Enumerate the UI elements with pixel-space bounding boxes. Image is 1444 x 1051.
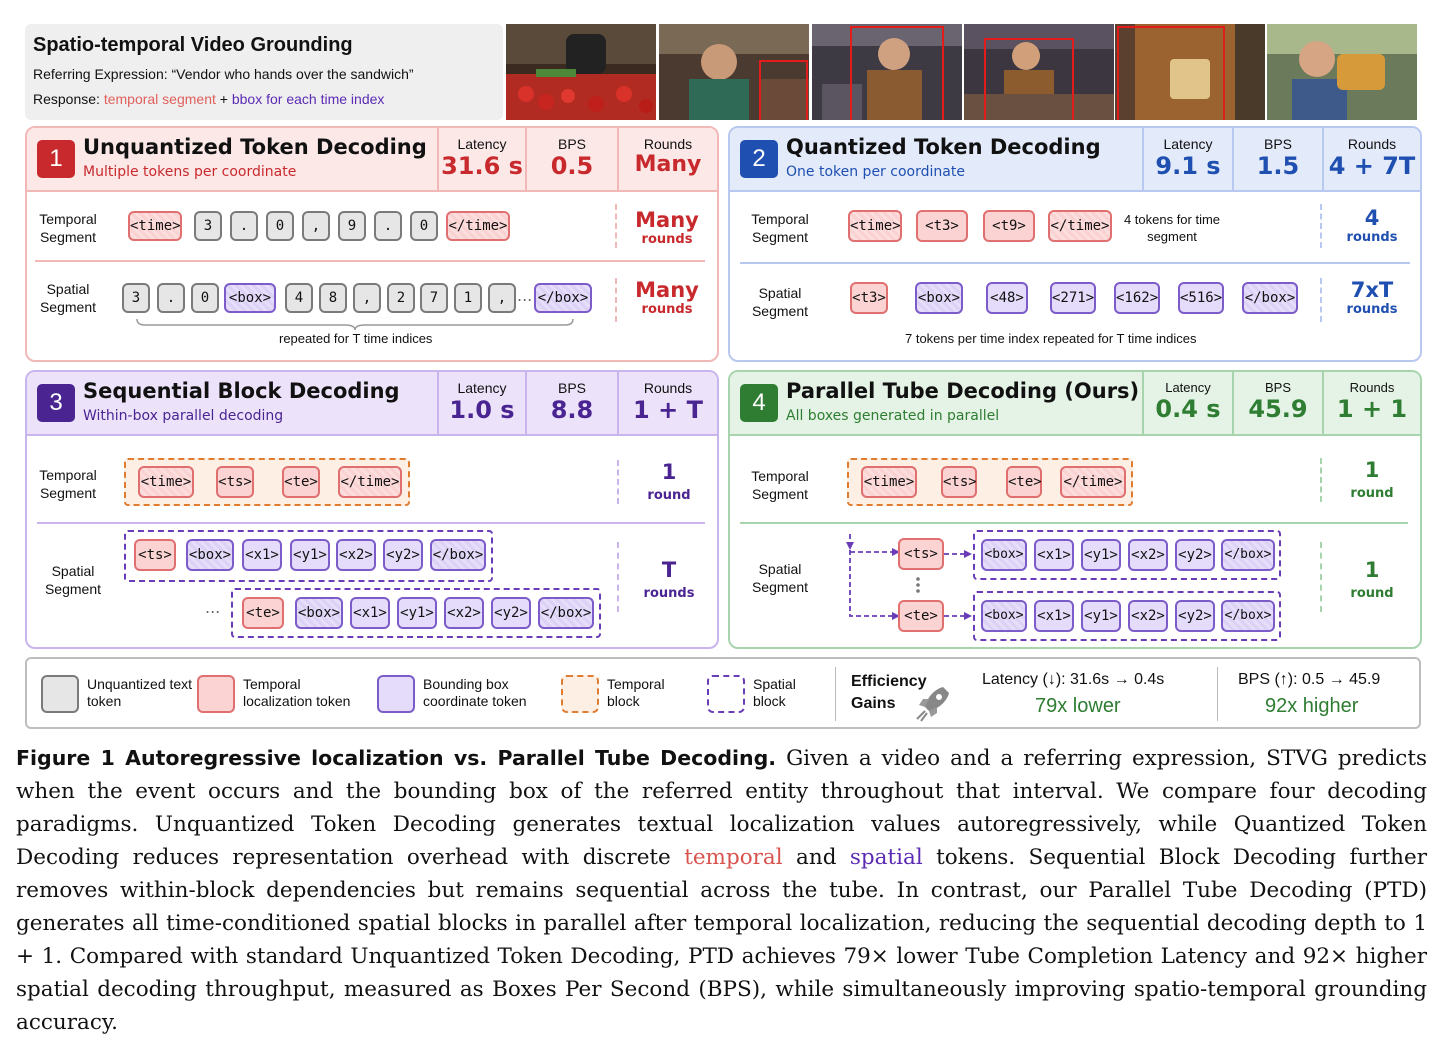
caption-and-word: and	[796, 845, 837, 870]
token: <x2>	[1128, 600, 1168, 632]
token: <y1>	[397, 597, 437, 629]
bbox-frame-3	[850, 26, 944, 120]
token: </time>	[338, 466, 402, 498]
p2-spatial-rounds	[1332, 278, 1412, 317]
token: <te>	[1006, 466, 1042, 498]
rounds-value: 4 + 7T	[1328, 152, 1416, 180]
divider	[1320, 204, 1322, 248]
token: .	[374, 211, 402, 241]
response-temporal: temporal segment	[103, 91, 216, 107]
rounds-number: T	[661, 558, 677, 582]
token: <box>	[981, 539, 1027, 571]
ellipsis: ...	[517, 286, 533, 305]
latency-gain: Latency (↓): 31.6s → 0.4s	[982, 671, 1165, 688]
divider	[1320, 458, 1322, 502]
divider	[617, 460, 619, 504]
token: 0	[266, 211, 294, 241]
bps-label: BPS	[557, 136, 586, 152]
bbox-frame-4	[984, 38, 1074, 120]
rounds-number: 7xT	[1350, 278, 1394, 302]
legend-spatial-block: Spatial block	[753, 676, 796, 709]
referring-label: Referring Expression:	[33, 66, 168, 82]
spatial-segment-label: Spatial Segment	[751, 561, 809, 595]
token: </box>	[430, 539, 486, 571]
token: <y1>	[1081, 600, 1121, 632]
bps-value: 0.5	[550, 152, 594, 180]
token: <516>	[1178, 282, 1224, 314]
token: ,	[353, 283, 381, 313]
p2-temporal-rounds	[1332, 206, 1412, 245]
token: </box>	[1221, 539, 1275, 571]
bps-label: BPS	[557, 380, 586, 396]
panel-1-latency	[437, 128, 525, 190]
panel-2-header	[730, 128, 1420, 192]
separator	[740, 522, 1408, 524]
p3-temporal-rounds	[629, 460, 709, 503]
separator	[35, 260, 705, 262]
latency-label: Latency	[457, 380, 507, 396]
panel-4-title: Parallel Tube Decoding (Ours)	[786, 379, 1140, 403]
p1-temporal-rounds	[627, 208, 707, 247]
temporal-segment-label: Temporal Segment	[39, 211, 97, 245]
token: <box>	[224, 283, 276, 313]
divider	[1320, 542, 1322, 612]
token: <time>	[128, 211, 182, 241]
temporal-segment-label: Temporal Segment	[751, 468, 809, 502]
token: <x1>	[1034, 600, 1074, 632]
panel-3-latency	[437, 372, 525, 434]
latency-value: 9.1 s	[1155, 152, 1221, 180]
separator	[740, 262, 1410, 264]
token: <y1>	[1081, 539, 1121, 571]
panel-2-bps	[1232, 128, 1322, 190]
rounds-unit: rounds	[643, 586, 695, 601]
rounds-unit: rounds	[641, 232, 693, 247]
token: <x1>	[350, 597, 390, 629]
legend-swatch-temporal-token	[197, 675, 235, 713]
panel-4-subtitle: All boxes generated in parallel	[786, 408, 1000, 424]
ellipsis: ...	[205, 598, 221, 617]
bps-label: BPS	[1264, 380, 1291, 395]
token: <time>	[848, 210, 902, 242]
referring-expression-line	[33, 66, 414, 82]
video-frame-2	[659, 24, 809, 120]
token: </box>	[534, 283, 592, 313]
latency-factor: 79x lower	[1035, 695, 1121, 717]
panel-1-bps	[525, 128, 617, 190]
token: </time>	[1060, 466, 1126, 498]
rounds-value: 1 + T	[633, 396, 703, 424]
efficiency-label: Efficiency Gains	[851, 673, 927, 712]
token: 3	[122, 283, 150, 313]
token: <ts>	[941, 466, 977, 498]
panel-1-rounds	[617, 128, 717, 190]
spatial-segment-label: Spatial Segment	[44, 563, 102, 597]
token: <t3>	[850, 282, 888, 314]
caption-part-1: Given a video and a referring expression, STVG predicts when the event occurs and the bounding box of the referred entity throughout that interval. We compare four decoding paradigms. Unquantized Token Decoding generates textual localization values autoregressively, while Quantized Token Decoding reduces representation overhead with discrete	[16, 746, 1427, 870]
token: </box>	[1221, 600, 1275, 632]
p1-spatial-rounds	[627, 278, 707, 317]
bps-value: 8.8	[550, 396, 594, 424]
figure-caption	[16, 742, 1427, 1039]
token: 7	[420, 283, 448, 313]
rocket-icon	[913, 683, 951, 723]
rounds-number: Many	[635, 208, 699, 232]
header-title: Spatio-temporal Video Grounding	[33, 34, 353, 56]
repeat-bracket	[135, 317, 575, 331]
video-frame-1	[506, 24, 656, 120]
p4-spatial-rounds	[1332, 558, 1412, 601]
token: ,	[488, 283, 516, 313]
token: ,	[302, 211, 330, 241]
rounds-number: 1	[1364, 458, 1380, 482]
panel-3-number: 3	[37, 384, 75, 422]
token: <x2>	[336, 539, 376, 571]
temporal-segment-label: Temporal Segment	[751, 211, 809, 245]
legend	[25, 657, 1421, 729]
p3-spatial-rounds	[629, 558, 709, 601]
token: 2	[387, 283, 415, 313]
token-ts: <ts>	[898, 538, 944, 570]
video-frame-5	[1115, 24, 1265, 120]
token: <y2>	[383, 539, 423, 571]
caption-temporal-word: temporal	[684, 845, 783, 870]
panel-quantized	[728, 126, 1422, 362]
bps-label: BPS	[1263, 136, 1292, 152]
spatial-segment-label: Spatial Segment	[751, 285, 809, 319]
rounds-label: Rounds	[643, 380, 693, 396]
divider	[617, 542, 619, 612]
token: 0	[410, 211, 438, 241]
spatial-segment-label: Spatial Segment	[39, 281, 97, 315]
rounds-number: Many	[635, 278, 699, 302]
caption-spatial-word: spatial	[849, 845, 923, 870]
panel-4-number: 4	[740, 384, 778, 422]
panel-sequential	[25, 370, 719, 649]
row-arrows	[944, 542, 974, 632]
token: <48>	[986, 282, 1028, 314]
panel-4-header	[730, 372, 1420, 436]
token: <ts>	[134, 539, 176, 571]
token: <y2>	[1175, 600, 1215, 632]
token: 3	[194, 211, 222, 241]
rounds-unit: round	[1350, 586, 1394, 601]
rounds-unit: round	[1350, 486, 1394, 501]
token: </box>	[1242, 282, 1298, 314]
token: </time>	[1048, 210, 1112, 242]
token: <box>	[186, 539, 234, 571]
video-frame-4	[964, 24, 1114, 120]
legend-divider	[835, 667, 836, 721]
latency-label: Latency	[457, 136, 507, 152]
panel-1-header	[27, 128, 717, 192]
token: <te>	[242, 597, 284, 629]
token: <ts>	[216, 466, 254, 498]
token: <te>	[282, 466, 320, 498]
caption-lead: Figure 1 Autoregressive localization vs. Parallel Tube Decoding.	[16, 746, 777, 770]
panel-2-rounds	[1322, 128, 1420, 190]
legend-temporal-token: Temporal localization token	[243, 676, 351, 709]
rounds-label: Rounds	[1347, 136, 1397, 152]
divider	[615, 278, 617, 322]
token: <x2>	[444, 597, 484, 629]
token: <time>	[861, 466, 917, 498]
panel-1-title: Unquantized Token Decoding	[83, 135, 427, 159]
panel-parallel-tube	[728, 370, 1422, 649]
panel-2-latency	[1142, 128, 1232, 190]
token: <box>	[295, 597, 343, 629]
token: <box>	[981, 600, 1027, 632]
token: <162>	[1114, 282, 1160, 314]
task-header	[25, 24, 503, 120]
bps-gain: BPS (↑): 0.5 → 45.9	[1238, 671, 1381, 688]
panel-3-bps	[525, 372, 617, 434]
repeat-note: repeated for T time indices	[279, 331, 433, 346]
token: <y2>	[1175, 539, 1215, 571]
rounds-unit: rounds	[1346, 302, 1398, 317]
token: <y2>	[491, 597, 531, 629]
latency-value: 1.0 s	[449, 396, 515, 424]
token: 4	[285, 283, 313, 313]
token: <x2>	[1128, 539, 1168, 571]
panel-2-number: 2	[740, 140, 778, 178]
divider	[1320, 278, 1322, 322]
rounds-label: Rounds	[1349, 380, 1395, 395]
temporal-note: 4 tokens for time segment	[1123, 212, 1221, 244]
customer-eating-image	[1267, 24, 1417, 120]
panel-3-title: Sequential Block Decoding	[83, 379, 400, 403]
token: <time>	[138, 466, 194, 498]
token: 8	[319, 283, 347, 313]
token: <t3>	[916, 210, 968, 242]
response-spatial: bbox for each time index	[231, 91, 385, 107]
rounds-label: Rounds	[643, 136, 693, 152]
separator	[37, 522, 705, 524]
legend-bbox-token: Bounding box coordinate token	[423, 676, 527, 709]
rounds-number: 1	[1364, 558, 1380, 582]
rounds-unit: rounds	[641, 302, 693, 317]
latency-value: 0.4 s	[1155, 395, 1221, 423]
legend-swatch-unquantized	[41, 675, 79, 713]
latency-label: Latency	[1163, 136, 1213, 152]
token: <y1>	[290, 539, 330, 571]
token: 1	[454, 283, 482, 313]
video-frame-3	[812, 24, 962, 120]
panel-4-latency	[1142, 372, 1232, 434]
legend-temporal-block: Temporal block	[607, 676, 665, 709]
rounds-number: 4	[1364, 206, 1380, 230]
panel-4-bps	[1232, 372, 1322, 434]
latency-value: 31.6 s	[441, 152, 523, 180]
token: <271>	[1050, 282, 1096, 314]
panel-2-subtitle: One token per coordinate	[786, 164, 965, 180]
rounds-unit: rounds	[1346, 230, 1398, 245]
legend-unquantized: Unquantized text token	[87, 676, 193, 709]
panel-2-title: Quantized Token Decoding	[786, 135, 1101, 159]
repeat-note: 7 tokens per time index repeated for T time indices	[905, 331, 1197, 346]
token: <x1>	[1034, 539, 1074, 571]
response-plus: +	[219, 91, 228, 107]
token: .	[157, 283, 185, 313]
divider	[615, 204, 617, 248]
caption-part-2: tokens. Sequential Block Decoding further removes within-block dependencies but remains sequential across the tube. In contrast, our Parallel Tube Decoding (PTD) generates all time-conditioned spatial blocks in parallel after temporal localization, reducing the sequential decoding depth to 1 + 1. Compared with standard Unquantized Token Decoding, PTD achieves 79× lower Tube Completion Latency and 92× higher spatial decoding throughput, measured as Boxes Per Second (BPS), while simultaneously improving spatio-temporal grounding accuracy.	[16, 845, 1428, 1035]
token: </time>	[446, 211, 510, 241]
panel-1-subtitle: Multiple tokens per coordinate	[83, 164, 297, 180]
temporal-segment-label: Temporal Segment	[39, 467, 97, 501]
referring-text: “Vendor who hands over the sandwich”	[171, 66, 414, 82]
bps-value: 1.5	[1256, 152, 1300, 180]
token: <x1>	[242, 539, 282, 571]
rounds-unit: round	[647, 488, 691, 503]
panel-3-rounds	[617, 372, 717, 434]
video-frame-6	[1267, 24, 1417, 120]
token: .	[230, 211, 258, 241]
rounds-value: Many	[634, 152, 702, 177]
market-scene-image	[506, 24, 656, 120]
bbox-frame-2	[759, 60, 808, 120]
legend-swatch-spatial-block	[707, 675, 745, 713]
response-line	[33, 91, 384, 107]
panel-unquantized	[25, 126, 719, 362]
panel-1-number: 1	[37, 140, 75, 178]
legend-divider	[1217, 667, 1218, 721]
panel-4-rounds	[1322, 372, 1420, 434]
panel-3-subtitle: Within-box parallel decoding	[83, 408, 284, 424]
token: <t9>	[983, 210, 1035, 242]
bps-factor: 92x higher	[1265, 695, 1359, 717]
legend-swatch-temporal-block	[561, 675, 599, 713]
response-label: Response:	[33, 91, 100, 107]
token-te: <te>	[898, 600, 944, 632]
rounds-number: 1	[661, 460, 677, 484]
token: 9	[338, 211, 366, 241]
panel-3-header	[27, 372, 717, 436]
bbox-frame-5	[1117, 26, 1225, 120]
token: 0	[191, 283, 219, 313]
token: </box>	[538, 597, 594, 629]
token: <box>	[915, 282, 963, 314]
p4-temporal-rounds	[1332, 458, 1412, 501]
legend-swatch-bbox-token	[377, 675, 415, 713]
bps-value: 45.9	[1248, 395, 1308, 423]
rounds-value: 1 + 1	[1336, 395, 1408, 423]
latency-label: Latency	[1165, 380, 1211, 395]
